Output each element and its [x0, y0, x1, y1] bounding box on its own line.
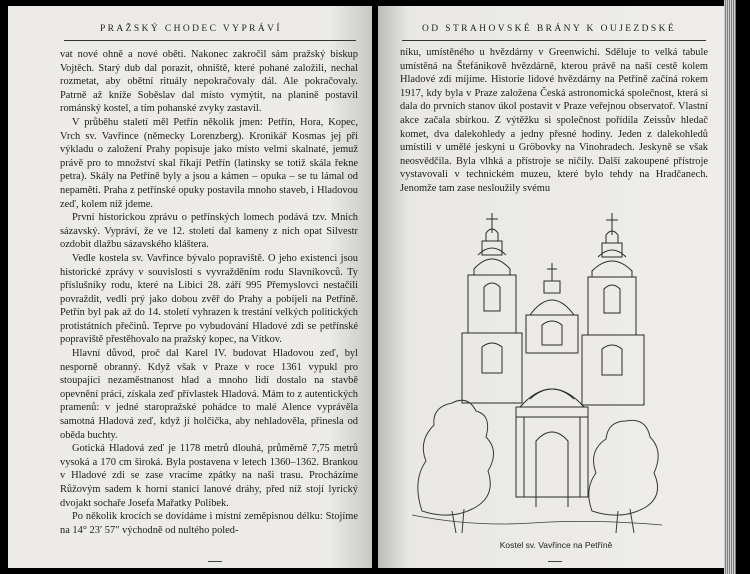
illustration-caption: Kostel sv. Vavřince na Petříně — [499, 540, 613, 550]
paragraph: Gotická Hladová zeď je 1178 metrů dlouhá, průměrně 7,75 metrů vysoká a 170 cm široká. Byla postavena v letech 1360–1362. Brankou v Hladové zdi se zase vracíme zpátky na naši trasu. Procházíme Růžovým sadem k horní stanici lanové dráhy, před níž stojí lyrický dvojakt sochaře Josefa Mařatky Polibek. — [60, 443, 358, 509]
paragraph: V průběhu staletí měl Petřín několik jmen: Petřín, Hora, Kopec, Vrch sv. Vavřince (německy Lorenzberg). Kronikář Kosmas jej při výkladu o založení Prahy popisuje jako místo velmi skalnaté, jemuž právě pro to množství skal říkají Petřín (latinsky se totiž skála řekne petra). Skály na Petříně byly a jsou a kámen – opuka – se tu lámal od nepaměti. Praha z petřínské opuky postavila mnoho staveb, i Hladovou zeď, kolem níž jdeme. — [60, 116, 358, 210]
header-rule-right — [402, 40, 706, 41]
church-facade — [516, 389, 588, 507]
left-page-text — [60, 48, 358, 537]
trees — [412, 400, 662, 533]
running-head-left: PRAŽSKÝ CHODEC VYPRÁVÍ — [100, 24, 282, 34]
paragraph: vat nové ohně a nové oběti. Nakonec zakročil sám pražský biskup Vojtěch. Starý dub dal porazit, ohniště, které pohané založili, nechal rozmetat, aby obětní rituály nepokračovaly dál. Ale pokračovaly. Patrně až kníže Soběslav dal místo vymýtit, na planině postavil románský kostel, a tím pohanské zvyky zastavil. — [60, 49, 358, 115]
paragraph: Vedle kostela sv. Vavřince bývalo popraviště. O jeho existenci jsou historické zprávy v souvislosti s vyvražděním rodu Slavníkovců. Ty příslušníky rodu, které na Libici 28. září 995 Přemyslovci nestačili povraždit, vedli prý jako dobou zvěř do Prahy a pobíjeli na Petříně. Petřín byl pak až do 14. století vyhrazen k trestání velkých politických protistátních přečinů. Teprve po vybudování Hladové zdi se petřínské popraviště přestěhovalo na pražský kopec, na Vítkov. — [60, 252, 358, 346]
page-bottom-mark — [548, 561, 562, 562]
church-illustration — [412, 211, 662, 533]
header-rule-left — [64, 40, 356, 41]
book-page-edges — [724, 0, 736, 574]
central-cupola — [526, 263, 578, 353]
paragraph: Hlavní důvod, proč dal Karel IV. budovat Hladovou zeď, byl nesporně obranný. Když však v Praze v roce 1361 vypukl pro stoupající nezaměstnanost hlad a mnoho lidí dostalo na stavbě opevnění práci, získala zeď přívlastek Hladová. Mám to z autentických pramenů: v jedné staropražské pohádce to malé Alence vyprávěla samotná Hladová zeď, když jí holčička, aby nehladověla, přinesla od oběda buchty. — [60, 348, 358, 441]
right-page-text — [400, 46, 708, 196]
page-bottom-mark — [208, 561, 222, 562]
running-head-right: OD STRAHOVSKÉ BRÁNY K OUJEZDSKÉ — [422, 24, 677, 34]
right-page — [378, 6, 724, 568]
left-page — [8, 6, 372, 568]
paragraph: níku, umístěného u hvězdárny v Greenwichi. Sděluje to velká tabule umístěná na Štefánikově hvězdárně, kterou právě na naší cestě kolem Hladové zdi míjíme. Historie lidové hvězdárny na Petříně začíná rokem 1917, kdy byla v Praze založena Česká astronomická společnost, která si dala do prvních stanov úkol postavit v Praze veřejnou observatoř. Vlastní akce začala sbírkou. Z výtěžku si společnost pořídila Zeissův hledač komet, dva dalekohledy a jedny přesné hodiny. Jeden z dalekohledů umístili v umělé jeskyni u Gröbovky na Vinohradech. Jeskyně se však neosvědčila. Byla vlhká a přístroje se ničily. Další zakoupené přístroje vystavovali v technickém muzeu, které bylo tehdy na Hradčanech. Jenomže tam zase nesloužily svému — [400, 47, 708, 194]
right-tower — [582, 213, 644, 405]
paragraph: Po několik krocích se dovídáme i místní zeměpisnou délku: Stojíme na 14° 23′ 57″ východně od nultého poled- — [60, 511, 358, 536]
paragraph: První historickou zprávu o petřínských lomech podává tzv. Mnich sázavský. Vypráví, že ve 12. století dal kameny z nich opat Silvestr ozdobit dlažbu sázavského kláštera. — [60, 212, 358, 251]
left-tower — [462, 213, 522, 403]
